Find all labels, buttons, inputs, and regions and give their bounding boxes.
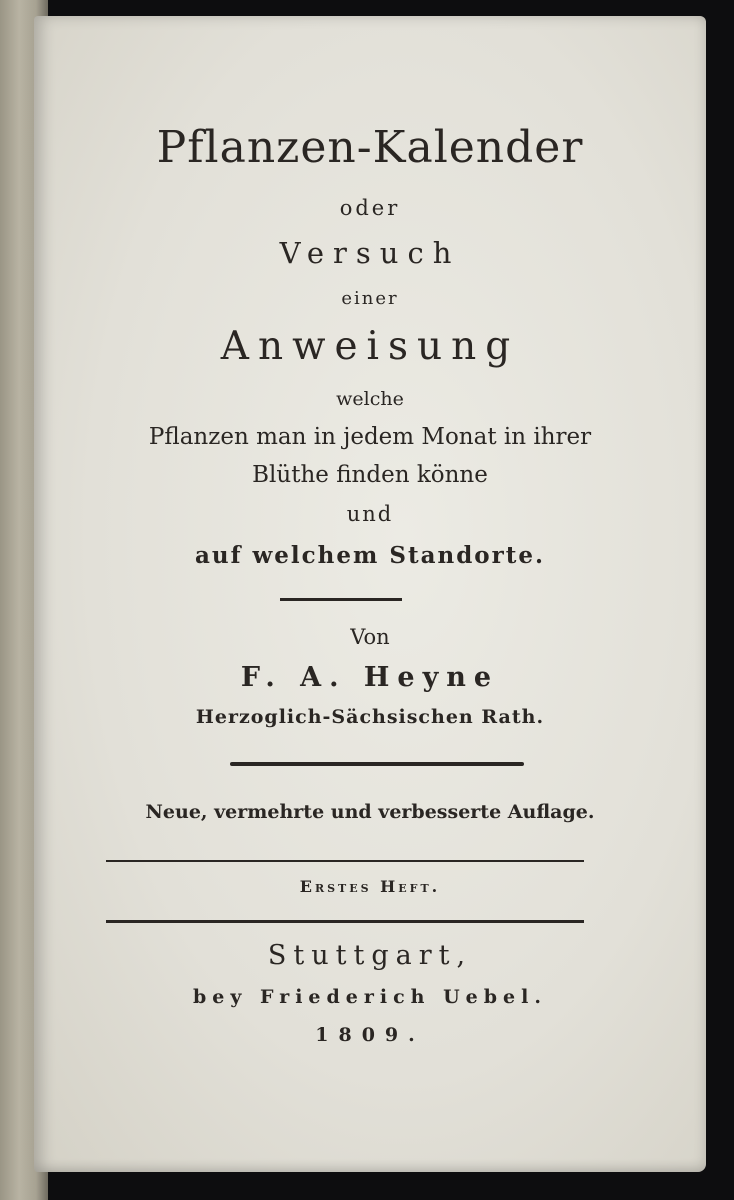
subtitle-oder: oder	[339, 196, 401, 220]
divider-rule	[106, 860, 584, 862]
divider-rule	[106, 920, 584, 923]
subtitle-versuch: Versuch	[279, 236, 461, 270]
divider-rule	[280, 598, 402, 601]
volume-label: Erstes Heft.	[299, 877, 441, 896]
subtitle-line-1: Pflanzen man in jedem Monat in ihrer	[148, 424, 592, 450]
book-title: Pflanzen-Kalender	[156, 122, 584, 173]
subtitle-anweisung: Anweisung	[220, 324, 520, 369]
author-name: F. A. Heyne	[240, 662, 500, 693]
subtitle-einer: einer	[341, 288, 399, 309]
subtitle-standort: auf welchem Standorte.	[194, 542, 546, 569]
subtitle-welche: welche	[336, 388, 404, 410]
author-title: Herzoglich-Sächsischen Rath.	[195, 706, 545, 728]
edition-statement: Neue, vermehrte und verbesserte Auflage.	[145, 801, 595, 823]
title-page	[34, 16, 706, 1172]
byline-von: Von	[350, 625, 390, 649]
imprint-publisher: bey Friederich Uebel.	[193, 986, 547, 1008]
imprint-city: Stuttgart,	[267, 940, 473, 971]
subtitle-line-2: Blüthe finden könne	[252, 462, 488, 488]
subtitle-und: und	[346, 502, 394, 526]
divider-rule	[230, 762, 524, 766]
imprint-year: 1809.	[315, 1024, 425, 1046]
